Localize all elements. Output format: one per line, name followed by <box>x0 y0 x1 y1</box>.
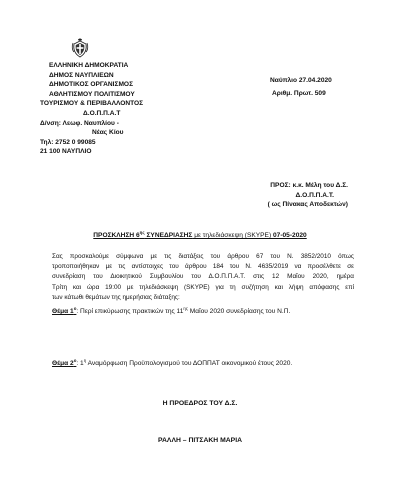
recipients-line: ΠΡΟΣ: κ.κ. Μέλη του Δ.Σ. <box>270 182 348 189</box>
invitation-title <box>0 229 400 239</box>
agenda-item-text: Μαΐου 2020 συνεδρίασης του Ν.Π. <box>187 308 291 315</box>
agenda-item-sup: ης <box>183 305 188 311</box>
issuer-header <box>40 61 143 157</box>
agenda-item-sup: η <box>83 357 87 363</box>
issuer-line: Δ.Ο.Π.Π.Α.Τ <box>83 109 121 117</box>
recipients-line: ( ως Πίνακας Αποδεκτών) <box>267 201 348 209</box>
issuer-line: ΤΟΥΡΙΣΜΟΥ & ΠΕΡΙΒΑΛΛΟΝΤΟΣ <box>40 100 144 108</box>
agenda-label-text: Θέμα 1 <box>52 308 74 315</box>
invitation-body <box>52 252 354 303</box>
greek-state-emblem-icon <box>71 38 89 58</box>
body-line: Σας προσκαλούμε σύμφωνα με τις διατάξεις του άρθρου 67 του Ν. 3852/2010 όπως <box>52 253 354 260</box>
title-middle: με τηλεδιάσκεψη (SKYPE) <box>192 232 273 239</box>
signature-title: Η ΠΡΟΕΔΡΟΣ ΤΟΥ Δ.Σ. <box>162 400 238 407</box>
document-date: Ναύπλιο 27.04.2020 <box>270 77 332 84</box>
body-line: Τρίτη και ώρα 19:00 με τηλεδιάσκεψη (SKYPE) για τη συζήτηση και λήψη απόφασης επί <box>52 283 354 291</box>
issuer-line: ΕΛΛΗΝΙΚΗ ΔΗΜΟΚΡΑΤΙΑ <box>49 62 129 69</box>
issuer-line: ΔΗΜΟΣ ΝΑΥΠΛΙΕΩΝ <box>49 71 114 79</box>
body-line: τροποποιήθηκαν με τις αντίστοιχες του άρθρου 184 του Ν. 4635/2019 να προσέλθετε σε <box>52 263 354 271</box>
issuer-line: ΔΗΜΟΤΙΚΟΣ ΟΡΓΑΝΙΣΜΟΣ <box>49 81 134 89</box>
issuer-address: Νέας Κίου <box>92 129 124 137</box>
signature-name: ΡΑΛΛΗ – ΠΙΤΣΑΚΗ ΜΑΡΙΑ <box>157 437 242 444</box>
issuer-line: ΑΘΛΗΤΙΣΜΟΥ ΠΟΛΙΤΙΣΜΟΥ <box>49 90 135 98</box>
title-sup: ης <box>139 229 145 235</box>
agenda-label-sup: ο <box>73 305 77 311</box>
agenda-item-text: : 1 <box>76 360 84 367</box>
body-line: συνεδρίαση του Διοικητικού Συμβουλίου του Δ.Ο.Π.Π.Α.Τ. στις 12 Μαΐου 2020, ημέρα <box>52 273 354 281</box>
protocol-number: Αριθμ. Πρωτ. 509 <box>272 90 326 98</box>
title-date: 07-05-2020 <box>272 232 307 239</box>
title-word: ΣΥΝΕΔΡΙΑΣΗΣ <box>144 232 193 239</box>
title-prefix: ΠΡΟΣΚΛΗΣΗ 6 <box>93 232 140 239</box>
agenda-label-sup: ο <box>73 357 77 363</box>
recipients-block <box>243 181 348 210</box>
issuer-address: Δ/νση: Λεωφ. Ναυπλίου - <box>40 119 119 127</box>
recipients-line: Δ.Ο.Π.Π.Α.Τ. <box>295 191 334 199</box>
agenda-item-text: : Περί επικύρωσης πρακτικών της 11 <box>76 308 184 315</box>
document-meta <box>270 74 332 101</box>
agenda-label-text: Θέμα 2 <box>52 360 74 367</box>
agenda-item-label <box>52 305 77 315</box>
title-main <box>93 229 193 239</box>
body-line: των κάτωθι θεμάτων της ημερήσιας διάταξης: <box>52 293 180 301</box>
issuer-postcode: 21 100 ΝΑΥΠΛΙΟ <box>40 148 92 156</box>
agenda-item <box>52 357 293 367</box>
agenda-item <box>52 305 291 315</box>
agenda-item-label <box>52 357 77 367</box>
agenda-item-text: Αναμόρφωση Προϋπολογισμού του ΔΟΠΠΑΤ οικονομικού έτους 2020. <box>86 360 293 367</box>
issuer-phone: Τηλ: 2752 0 99085 <box>40 138 96 146</box>
